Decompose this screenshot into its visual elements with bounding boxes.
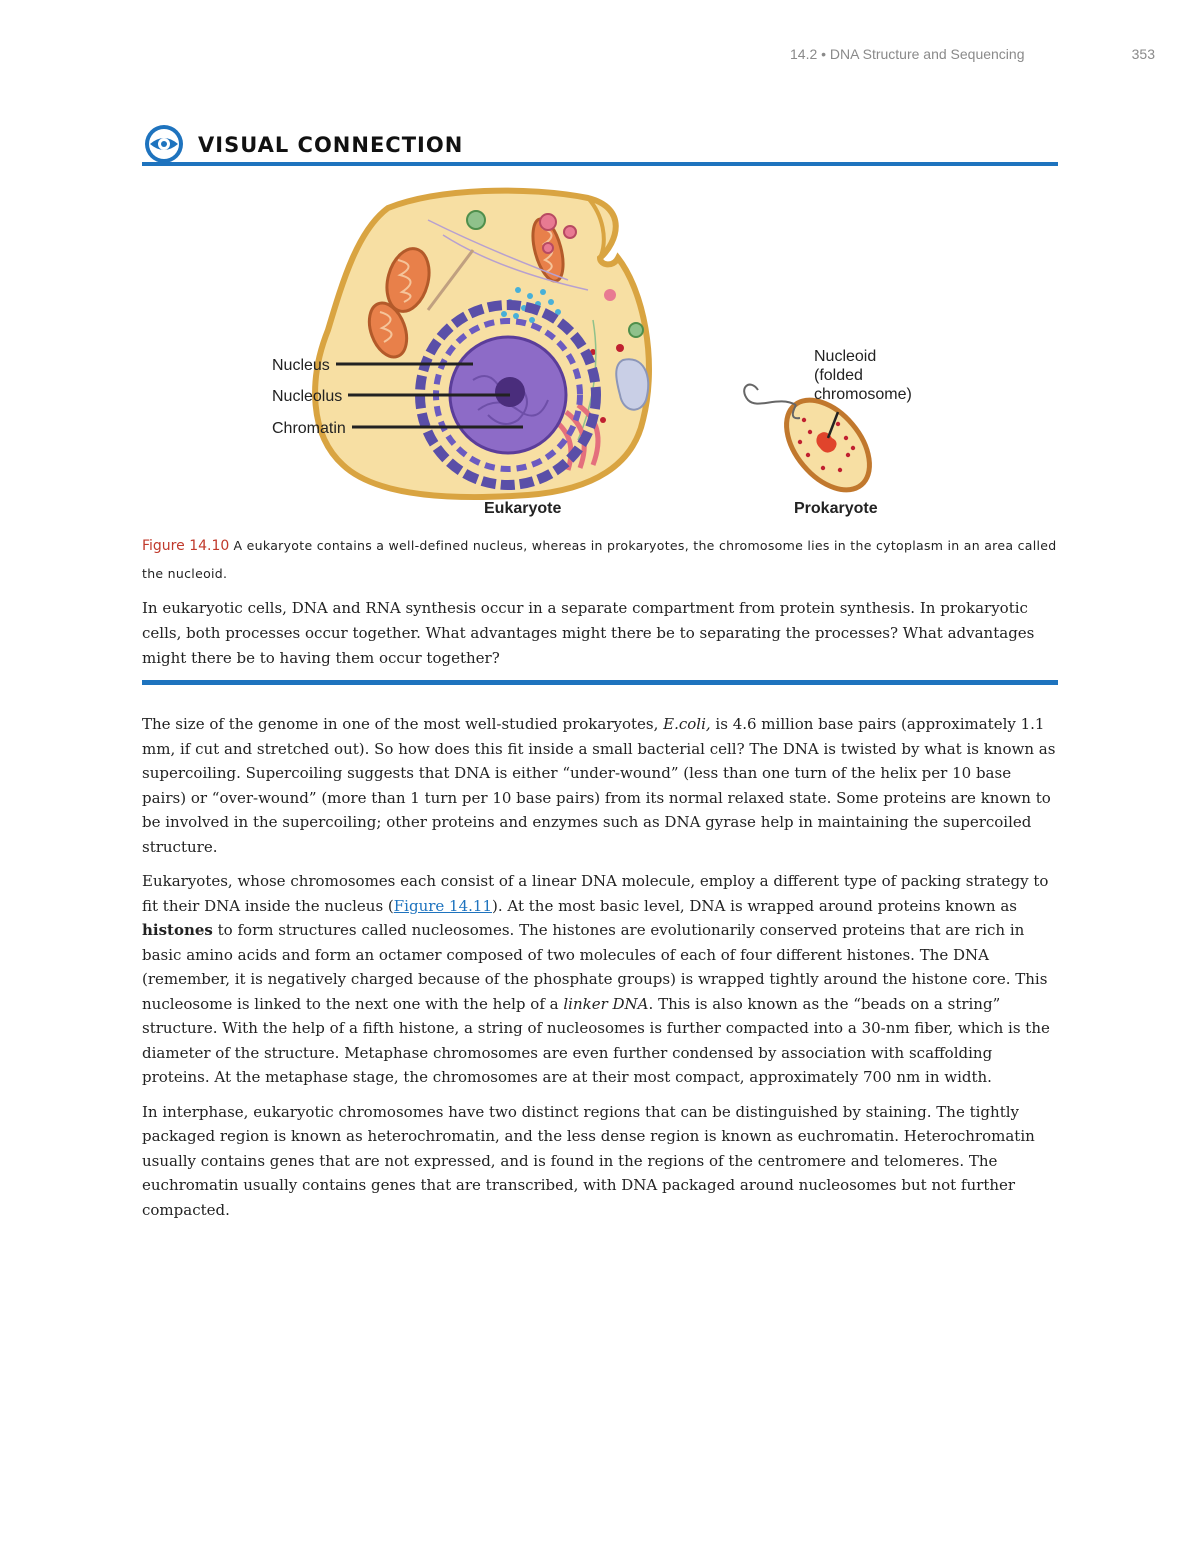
label-nucleolus: Nucleolus: [272, 388, 343, 405]
nucleolus: [495, 377, 525, 407]
body-text: [142, 712, 1058, 1232]
paragraph-1: The size of the genome in one of the most well-studied prokaryotes, E.coli, is 4.6 million base pairs (approximately 1.1 mm, if cut and stretched out). So how does this fit inside a small bacterial cell? The DNA is twisted by what is known as supercoiling. Supercoiling suggests that DNA is either “under-wound” (less than one turn of the helix per 10 base pairs) or “over-wound” (more than 1 turn per 10 base pairs) from its normal relaxed state. Some proteins are known to be involved in the supercoiling; other proteins and enzymes such as DNA gyrase help in maintaining the supercoiled structure.: [142, 715, 1056, 856]
page-number: 353: [1131, 46, 1155, 62]
eukaryote-cell: [315, 191, 649, 497]
visual-connection-rule: [142, 162, 1058, 166]
figure-caption: [142, 532, 1058, 588]
figure-label: Figure 14.10: [142, 538, 230, 554]
visual-connection-bottom-rule: [142, 680, 1058, 685]
species-name: E.coli,: [663, 715, 711, 733]
label-nucleoid-line1: Nucleoid: [814, 348, 877, 365]
label-nucleoid-line3: chromosome): [814, 386, 912, 403]
label-chromatin: Chromatin: [272, 420, 346, 437]
term-linker-dna: linker DNA: [563, 994, 649, 1013]
figure-caption-text: A eukaryote contains a well-defined nucleus, whereas in prokaryotes, the chromosome lies in the cytoplasm in an area called the nucleoid.: [142, 538, 1057, 581]
label-eukaryote: Eukaryote: [484, 500, 562, 517]
paragraph-3: In interphase, eukaryotic chromosomes have two distinct regions that can be distinguished by staining. The tightly packaged region is known as heterochromatin, and the less dense region is known as euchromatin. Heterochromatin usually contains genes that are not expressed, and is found in the regions of the centromere and telomeres. The euchromatin usually contains genes that are transcribed, with DNA packaged around nucleosomes but not further compacted.: [142, 1102, 1035, 1219]
label-nucleoid-line2: (folded: [814, 367, 863, 384]
visual-connection-header: [142, 124, 1058, 166]
visual-connection-question: In eukaryotic cells, DNA and RNA synthesis occur in a separate compartment from protein synthesis. In prokaryotic cells, both processes occur together. What advantages might there be to separating the processes? What advantages might there be to having them occur together?: [142, 599, 1035, 667]
label-nucleus: Nucleus: [272, 357, 330, 374]
label-prokaryote: Prokaryote: [794, 500, 878, 517]
key-term-histones: histones: [142, 921, 213, 939]
figure-14-11-link[interactable]: Figure 14.11: [393, 896, 492, 915]
running-head-section: 14.2 • DNA Structure and Sequencing: [790, 46, 1025, 62]
eye-icon: [142, 124, 186, 164]
cell-comparison-figure: [248, 180, 948, 525]
visual-connection-title: VISUAL CONNECTION: [198, 133, 464, 157]
paragraph-2: Eukaryotes, whose chromosomes each consist of a linear DNA molecule, employ a different type of packing strategy to fit their DNA inside the nucleus (Figure 14.11). At the most basic level, DNA is wrapped around proteins known as histones to form structures called nucleosomes. The histones are evolutionarily conserved proteins that are rich in basic amino acids and form an octamer composed of two molecules of each of four different histones. The DNA (remember, it is negatively charged because of the phosphate groups) is wrapped tightly around the histone core. This nucleosome is linked to the next one with the help of a linker DNA. This is also known as the “beads on a string” structure. With the help of a fifth histone, a string of nucleosomes is further compacted into a 30-nm fiber, which is the diameter of the structure. Metaphase chromosomes are even further condensed by association with scaffolding proteins. At the metaphase stage, the chromosomes are at their most compact, approximately 700 nm in width.: [142, 872, 1050, 1086]
